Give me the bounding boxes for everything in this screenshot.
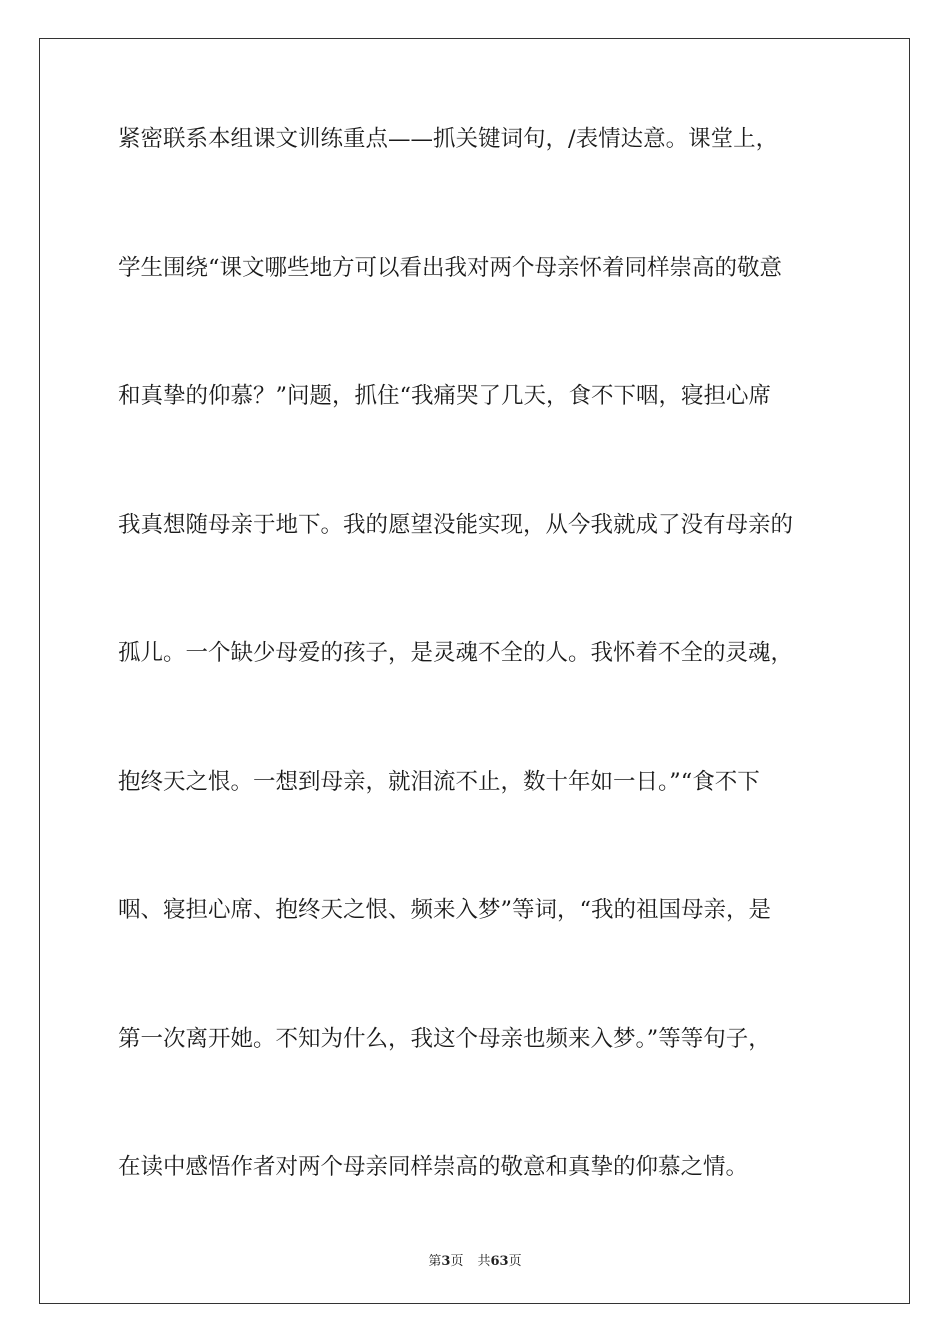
text-line: 咽、寝担心席、抱终天之恨、频来入梦”等词，“我的祖国母亲，是 [118,897,772,923]
text-line: 紧密联系本组课文训练重点——抓关键词句，/表情达意。课堂上， [118,126,779,152]
total-pages: 63 [490,1254,509,1269]
page-footer [0,1250,950,1269]
page-prefix: 第 [428,1254,442,1269]
total-suffix: 页 [508,1254,522,1269]
text-line: 孤儿。一个缺少母爱的孩子，是灵魂不全的人。我怀着不全的灵魂， [118,640,794,666]
page-suffix: 页 [450,1254,464,1269]
text-line: 学生围绕“课文哪些地方可以看出我对两个母亲怀着同样崇高的敬意 [118,254,783,281]
text-line: 我真想随母亲于地下。我的愿望没能实现，从今我就成了没有母亲的 [118,511,794,538]
text-line: 在读中感悟作者对两个母亲同样崇高的敬意和真挚的仰慕之情。 [118,1154,749,1180]
page-number: 3 [441,1254,451,1269]
total-prefix: 共 [477,1254,491,1269]
document-body [118,128,838,1285]
text-line: 抱终天之恨。一想到母亲，就泪流不止，数十年如一日。”“食不下 [118,768,760,795]
text-line: 和真挚的仰慕？”问题，抓住“我痛哭了几天，食不下咽，寝担心席 [118,383,772,409]
text-line: 第一次离开她。不知为什么，我这个母亲也频来入梦。”等等句子， [118,1025,771,1052]
